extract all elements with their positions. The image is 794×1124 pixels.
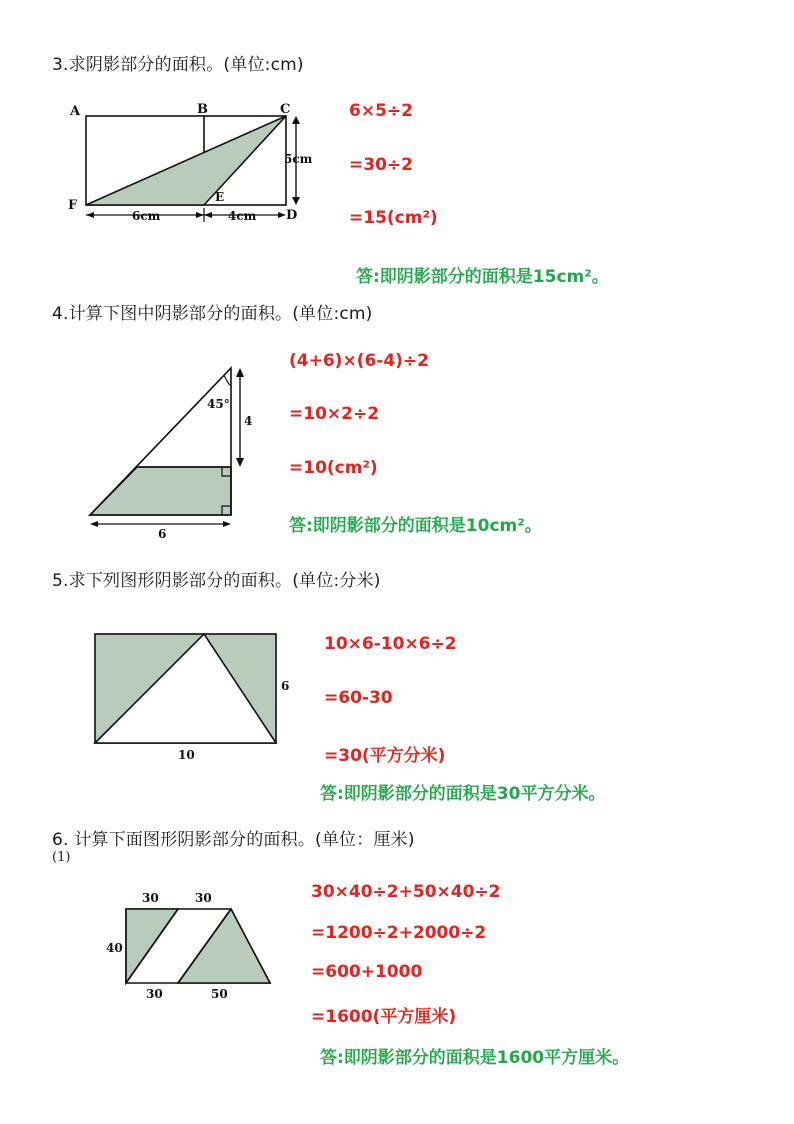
- problem-6-subtitle: (1): [52, 850, 71, 865]
- problem-5-answer: 答:即阴影部分的面积是30平方分米。: [320, 784, 606, 804]
- problem-5-step-1: 10×6-10×6÷2: [324, 634, 457, 654]
- dim-height: 4: [244, 414, 253, 428]
- dim-left: 6cm: [132, 209, 161, 223]
- dim-top-right: 30: [195, 891, 212, 905]
- problem-3-step-1: 6×5÷2: [349, 101, 413, 121]
- dim-base: 10: [178, 748, 195, 762]
- problem-4-answer: 答:即阴影部分的面积是10cm²。: [289, 516, 542, 536]
- problem-6-step-2: =1200÷2+2000÷2: [311, 923, 487, 943]
- problem-3-title: 3.求阴影部分的面积。(单位:cm): [52, 55, 304, 75]
- problem-4-step-3: =10(cm²): [289, 458, 378, 478]
- label-d: D: [286, 208, 298, 223]
- label-f: F: [68, 198, 78, 213]
- label-b: B: [197, 102, 208, 117]
- problem-5-step-2: =60-30: [324, 688, 393, 708]
- label-e: E: [215, 190, 225, 204]
- problem-5-step-3: =30(平方分米): [324, 746, 446, 766]
- label-c: C: [280, 102, 291, 117]
- problem-6-answer: 答:即阴影部分的面积是1600平方厘米。: [320, 1048, 630, 1068]
- problem-4-step-1: (4+6)×(6-4)÷2: [289, 351, 430, 371]
- dim-height: 40: [106, 941, 123, 955]
- problem-3-step-2: =30÷2: [349, 155, 413, 175]
- dim-bottom-left: 30: [146, 987, 163, 1001]
- problem-5-title: 5.求下列图形阴影部分的面积。(单位:分米): [52, 571, 381, 591]
- dim-height: 6: [281, 679, 290, 693]
- problem-6-step-1: 30×40÷2+50×40÷2: [311, 882, 501, 902]
- problem-3-answer: 答:即阴影部分的面积是15cm²。: [356, 267, 609, 287]
- dim-base: 6: [158, 527, 167, 541]
- problem-3-step-3: =15(cm²): [349, 208, 438, 228]
- dim-height: 5cm: [284, 152, 313, 166]
- label-a: A: [70, 104, 81, 119]
- dim-angle: 45°: [207, 397, 230, 411]
- problem-4-title: 4.计算下图中阴影部分的面积。(单位:cm): [52, 304, 373, 324]
- dim-top-left: 30: [142, 891, 159, 905]
- problem-6-step-4: =1600(平方厘米): [311, 1007, 457, 1027]
- problem-6-step-3: =600+1000: [311, 962, 423, 982]
- problem-4-step-2: =10×2÷2: [289, 404, 380, 424]
- problem-6-title: 6. 计算下面图形阴影部分的面积。(单位：厘米): [52, 830, 415, 850]
- dim-right: 4cm: [228, 209, 257, 223]
- dim-bottom-right: 50: [211, 987, 228, 1001]
